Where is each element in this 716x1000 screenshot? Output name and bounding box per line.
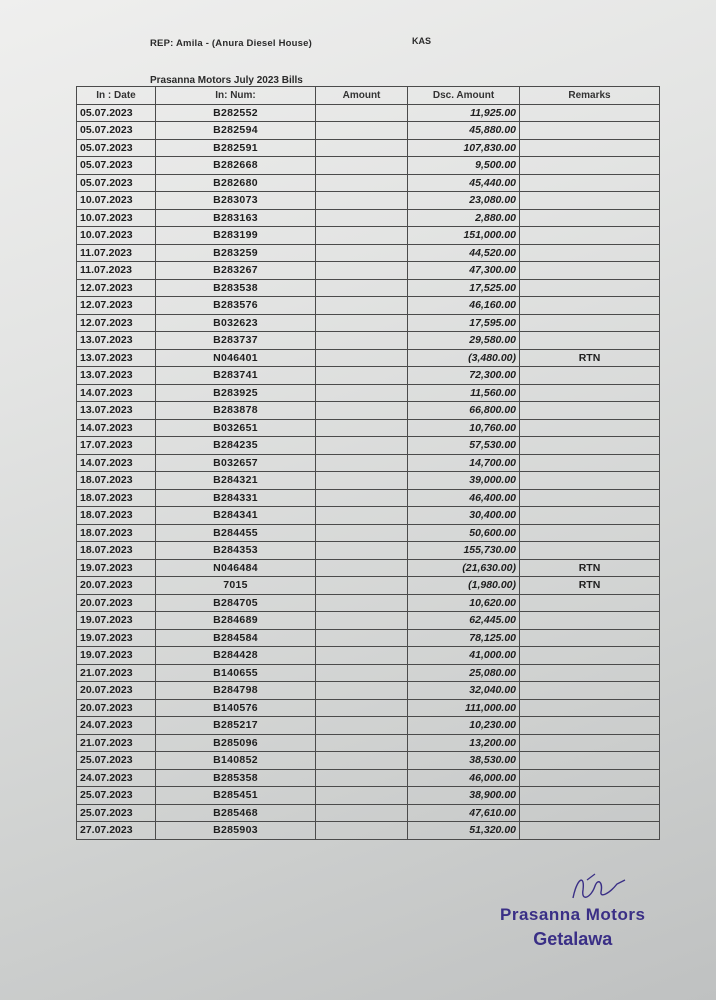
table-row — [77, 192, 660, 210]
cell-remarks — [520, 314, 660, 332]
cell-invoice-number: N046401 — [156, 349, 316, 367]
cell-remarks — [520, 262, 660, 280]
cell-discount-amount: 72,300.00 — [408, 367, 520, 385]
cell-discount-amount: 62,445.00 — [408, 612, 520, 630]
cell-amount — [316, 349, 408, 367]
cell-invoice-number: B284798 — [156, 682, 316, 700]
table-row — [77, 244, 660, 262]
cell-date: 25.07.2023 — [77, 804, 156, 822]
cell-amount — [316, 524, 408, 542]
cell-invoice-number: B282594 — [156, 122, 316, 140]
table-row — [77, 209, 660, 227]
cell-amount — [316, 717, 408, 735]
cell-amount — [316, 577, 408, 595]
cell-date: 10.07.2023 — [77, 192, 156, 210]
cell-amount — [316, 559, 408, 577]
cell-remarks — [520, 122, 660, 140]
cell-remarks — [520, 139, 660, 157]
cell-invoice-number: B140655 — [156, 664, 316, 682]
table-row — [77, 279, 660, 297]
cell-invoice-number: B283878 — [156, 402, 316, 420]
cell-amount — [316, 279, 408, 297]
cell-date: 12.07.2023 — [77, 297, 156, 315]
table-row — [77, 437, 660, 455]
cell-remarks — [520, 787, 660, 805]
table-row — [77, 647, 660, 665]
cell-invoice-number: B283073 — [156, 192, 316, 210]
cell-date: 14.07.2023 — [77, 454, 156, 472]
cell-invoice-number: N046484 — [156, 559, 316, 577]
cell-invoice-number: B032623 — [156, 314, 316, 332]
cell-date: 18.07.2023 — [77, 472, 156, 490]
table-row — [77, 682, 660, 700]
cell-amount — [316, 699, 408, 717]
table-row — [77, 524, 660, 542]
cell-remarks — [520, 454, 660, 472]
cell-remarks — [520, 384, 660, 402]
cell-amount — [316, 629, 408, 647]
cell-date: 20.07.2023 — [77, 699, 156, 717]
table-row — [77, 822, 660, 840]
cell-amount — [316, 384, 408, 402]
cell-invoice-number: B283199 — [156, 227, 316, 245]
cell-invoice-number: B284584 — [156, 629, 316, 647]
cell-amount — [316, 682, 408, 700]
cell-amount — [316, 734, 408, 752]
table-row — [77, 542, 660, 560]
cell-discount-amount: 50,600.00 — [408, 524, 520, 542]
cell-invoice-number: B285096 — [156, 734, 316, 752]
cell-remarks — [520, 822, 660, 840]
table-row — [77, 419, 660, 437]
cell-discount-amount: 78,125.00 — [408, 629, 520, 647]
cell-discount-amount: 11,925.00 — [408, 104, 520, 122]
cell-date: 20.07.2023 — [77, 682, 156, 700]
table-row — [77, 559, 660, 577]
cell-invoice-number: B284353 — [156, 542, 316, 560]
cell-discount-amount: 47,610.00 — [408, 804, 520, 822]
table-row — [77, 472, 660, 490]
table-row — [77, 629, 660, 647]
cell-remarks — [520, 244, 660, 262]
cell-invoice-number: B032651 — [156, 419, 316, 437]
cell-date: 14.07.2023 — [77, 384, 156, 402]
cell-remarks — [520, 157, 660, 175]
cell-invoice-number: B032657 — [156, 454, 316, 472]
cell-date: 17.07.2023 — [77, 437, 156, 455]
table-row — [77, 664, 660, 682]
table-row — [77, 139, 660, 157]
cell-remarks — [520, 437, 660, 455]
cell-amount — [316, 822, 408, 840]
cell-remarks — [520, 682, 660, 700]
cell-discount-amount: 57,530.00 — [408, 437, 520, 455]
cell-discount-amount: 9,500.00 — [408, 157, 520, 175]
cell-discount-amount: 66,800.00 — [408, 402, 520, 420]
cell-remarks — [520, 612, 660, 630]
cell-amount — [316, 402, 408, 420]
cell-invoice-number: B282668 — [156, 157, 316, 175]
cell-amount — [316, 227, 408, 245]
table-row — [77, 122, 660, 140]
cell-date: 21.07.2023 — [77, 734, 156, 752]
cell-amount — [316, 157, 408, 175]
cell-date: 05.07.2023 — [77, 174, 156, 192]
table-row — [77, 314, 660, 332]
cell-discount-amount: 46,160.00 — [408, 297, 520, 315]
cell-amount — [316, 437, 408, 455]
table-row — [77, 454, 660, 472]
cell-invoice-number: B140852 — [156, 752, 316, 770]
cell-invoice-number: B284689 — [156, 612, 316, 630]
company-stamp — [500, 905, 645, 950]
table-row — [77, 367, 660, 385]
cell-amount — [316, 542, 408, 560]
cell-amount — [316, 104, 408, 122]
header-date: In : Date — [77, 87, 156, 105]
cell-discount-amount: 46,000.00 — [408, 769, 520, 787]
cell-amount — [316, 507, 408, 525]
cell-remarks — [520, 174, 660, 192]
header-discount-amount: Dsc. Amount — [408, 87, 520, 105]
cell-discount-amount: 10,760.00 — [408, 419, 520, 437]
cell-discount-amount: 44,520.00 — [408, 244, 520, 262]
cell-discount-amount: (3,480.00) — [408, 349, 520, 367]
cell-remarks: RTN — [520, 559, 660, 577]
cell-remarks — [520, 297, 660, 315]
cell-date: 18.07.2023 — [77, 489, 156, 507]
cell-remarks — [520, 664, 660, 682]
cell-amount — [316, 419, 408, 437]
cell-invoice-number: B140576 — [156, 699, 316, 717]
cell-remarks — [520, 524, 660, 542]
cell-remarks — [520, 647, 660, 665]
cell-date: 18.07.2023 — [77, 507, 156, 525]
cell-invoice-number: B283741 — [156, 367, 316, 385]
cell-remarks — [520, 717, 660, 735]
cell-discount-amount: 107,830.00 — [408, 139, 520, 157]
cell-date: 05.07.2023 — [77, 157, 156, 175]
cell-remarks: RTN — [520, 349, 660, 367]
table-row — [77, 507, 660, 525]
cell-remarks — [520, 542, 660, 560]
cell-invoice-number: B284705 — [156, 594, 316, 612]
table-row — [77, 227, 660, 245]
header-invoice-number: In: Num: — [156, 87, 316, 105]
table-row — [77, 384, 660, 402]
cell-discount-amount: (1,980.00) — [408, 577, 520, 595]
cell-amount — [316, 209, 408, 227]
cell-amount — [316, 594, 408, 612]
bills-table — [76, 86, 660, 840]
cell-date: 13.07.2023 — [77, 367, 156, 385]
cell-amount — [316, 664, 408, 682]
cell-date: 10.07.2023 — [77, 209, 156, 227]
cell-remarks — [520, 402, 660, 420]
table-row — [77, 734, 660, 752]
cell-discount-amount: 32,040.00 — [408, 682, 520, 700]
cell-discount-amount: 39,000.00 — [408, 472, 520, 490]
cell-invoice-number: B283267 — [156, 262, 316, 280]
cell-invoice-number: B284428 — [156, 647, 316, 665]
table-row — [77, 717, 660, 735]
cell-invoice-number: B283737 — [156, 332, 316, 350]
cell-discount-amount: 23,080.00 — [408, 192, 520, 210]
cell-date: 10.07.2023 — [77, 227, 156, 245]
cell-discount-amount: 111,000.00 — [408, 699, 520, 717]
cell-amount — [316, 314, 408, 332]
table-row — [77, 332, 660, 350]
cell-discount-amount: 45,880.00 — [408, 122, 520, 140]
table-row — [77, 157, 660, 175]
cell-amount — [316, 787, 408, 805]
cell-invoice-number: B284331 — [156, 489, 316, 507]
cell-date: 11.07.2023 — [77, 262, 156, 280]
cell-amount — [316, 139, 408, 157]
header-remarks: Remarks — [520, 87, 660, 105]
cell-invoice-number: B283163 — [156, 209, 316, 227]
cell-date: 05.07.2023 — [77, 104, 156, 122]
cell-date: 25.07.2023 — [77, 752, 156, 770]
cell-discount-amount: 51,320.00 — [408, 822, 520, 840]
table-body — [77, 104, 660, 839]
cell-amount — [316, 122, 408, 140]
table-row — [77, 349, 660, 367]
table-row — [77, 787, 660, 805]
table-row — [77, 804, 660, 822]
cell-date: 20.07.2023 — [77, 594, 156, 612]
cell-date: 20.07.2023 — [77, 577, 156, 595]
cell-discount-amount: 2,880.00 — [408, 209, 520, 227]
cell-invoice-number: B284341 — [156, 507, 316, 525]
cell-remarks — [520, 332, 660, 350]
cell-discount-amount: 11,560.00 — [408, 384, 520, 402]
cell-date: 13.07.2023 — [77, 402, 156, 420]
cell-discount-amount: 29,580.00 — [408, 332, 520, 350]
cell-remarks — [520, 279, 660, 297]
cell-invoice-number: B282680 — [156, 174, 316, 192]
rep-line: REP: Amila - (Anura Diesel House) — [150, 38, 312, 49]
cell-discount-amount: 13,200.00 — [408, 734, 520, 752]
kas-code: KAS — [412, 36, 432, 46]
stamp-company-name: Prasanna Motors — [500, 905, 646, 924]
cell-discount-amount: 38,900.00 — [408, 787, 520, 805]
stamp-location: Getalawa — [533, 929, 613, 949]
cell-invoice-number: B285468 — [156, 804, 316, 822]
cell-invoice-number: B284321 — [156, 472, 316, 490]
cell-date: 19.07.2023 — [77, 559, 156, 577]
cell-amount — [316, 769, 408, 787]
cell-discount-amount: 30,400.00 — [408, 507, 520, 525]
header-amount: Amount — [316, 87, 408, 105]
cell-invoice-number: B284455 — [156, 524, 316, 542]
cell-invoice-number: B285358 — [156, 769, 316, 787]
cell-remarks — [520, 192, 660, 210]
cell-discount-amount: 46,400.00 — [408, 489, 520, 507]
cell-invoice-number: B283576 — [156, 297, 316, 315]
cell-remarks — [520, 419, 660, 437]
signature-scribble — [565, 868, 635, 908]
cell-discount-amount: 25,080.00 — [408, 664, 520, 682]
cell-remarks — [520, 734, 660, 752]
cell-discount-amount: (21,630.00) — [408, 559, 520, 577]
cell-invoice-number: B283925 — [156, 384, 316, 402]
cell-date: 19.07.2023 — [77, 629, 156, 647]
cell-date: 19.07.2023 — [77, 612, 156, 630]
cell-amount — [316, 297, 408, 315]
cell-amount — [316, 367, 408, 385]
cell-amount — [316, 262, 408, 280]
table-row — [77, 489, 660, 507]
cell-invoice-number: B282552 — [156, 104, 316, 122]
cell-date: 25.07.2023 — [77, 787, 156, 805]
cell-invoice-number: B285903 — [156, 822, 316, 840]
table-row — [77, 174, 660, 192]
cell-discount-amount: 151,000.00 — [408, 227, 520, 245]
cell-date: 05.07.2023 — [77, 139, 156, 157]
cell-invoice-number: B283259 — [156, 244, 316, 262]
cell-discount-amount: 155,730.00 — [408, 542, 520, 560]
cell-discount-amount: 38,530.00 — [408, 752, 520, 770]
cell-discount-amount: 14,700.00 — [408, 454, 520, 472]
cell-invoice-number: B282591 — [156, 139, 316, 157]
cell-discount-amount: 10,620.00 — [408, 594, 520, 612]
cell-invoice-number: 7015 — [156, 577, 316, 595]
table-row — [77, 752, 660, 770]
table-row — [77, 769, 660, 787]
cell-amount — [316, 612, 408, 630]
table-row — [77, 699, 660, 717]
table-header-row — [77, 87, 660, 105]
table-row — [77, 402, 660, 420]
cell-date: 24.07.2023 — [77, 717, 156, 735]
table-row — [77, 104, 660, 122]
cell-remarks — [520, 472, 660, 490]
cell-date: 12.07.2023 — [77, 314, 156, 332]
table-row — [77, 577, 660, 595]
cell-discount-amount: 10,230.00 — [408, 717, 520, 735]
cell-remarks — [520, 699, 660, 717]
cell-remarks — [520, 227, 660, 245]
cell-amount — [316, 454, 408, 472]
cell-amount — [316, 174, 408, 192]
cell-invoice-number: B284235 — [156, 437, 316, 455]
cell-amount — [316, 647, 408, 665]
cell-amount — [316, 472, 408, 490]
cell-date: 24.07.2023 — [77, 769, 156, 787]
cell-remarks — [520, 104, 660, 122]
cell-date: 05.07.2023 — [77, 122, 156, 140]
table-row — [77, 594, 660, 612]
cell-remarks — [520, 629, 660, 647]
cell-date: 11.07.2023 — [77, 244, 156, 262]
cell-remarks — [520, 594, 660, 612]
cell-discount-amount: 41,000.00 — [408, 647, 520, 665]
cell-date: 18.07.2023 — [77, 524, 156, 542]
cell-amount — [316, 804, 408, 822]
cell-amount — [316, 332, 408, 350]
table-row — [77, 297, 660, 315]
cell-invoice-number: B285451 — [156, 787, 316, 805]
cell-amount — [316, 752, 408, 770]
cell-remarks — [520, 507, 660, 525]
cell-remarks — [520, 489, 660, 507]
cell-discount-amount: 17,595.00 — [408, 314, 520, 332]
table-row — [77, 262, 660, 280]
cell-remarks — [520, 367, 660, 385]
cell-remarks — [520, 752, 660, 770]
cell-discount-amount: 47,300.00 — [408, 262, 520, 280]
cell-remarks — [520, 804, 660, 822]
cell-date: 27.07.2023 — [77, 822, 156, 840]
cell-amount — [316, 192, 408, 210]
cell-discount-amount: 45,440.00 — [408, 174, 520, 192]
cell-date: 12.07.2023 — [77, 279, 156, 297]
cell-date: 18.07.2023 — [77, 542, 156, 560]
bills-title: Prasanna Motors July 2023 Bills — [150, 75, 303, 86]
cell-amount — [316, 244, 408, 262]
cell-amount — [316, 489, 408, 507]
cell-date: 19.07.2023 — [77, 647, 156, 665]
cell-date: 13.07.2023 — [77, 332, 156, 350]
cell-date: 14.07.2023 — [77, 419, 156, 437]
table-row — [77, 612, 660, 630]
cell-invoice-number: B285217 — [156, 717, 316, 735]
cell-remarks: RTN — [520, 577, 660, 595]
cell-remarks — [520, 769, 660, 787]
cell-remarks — [520, 209, 660, 227]
cell-invoice-number: B283538 — [156, 279, 316, 297]
cell-date: 21.07.2023 — [77, 664, 156, 682]
cell-date: 13.07.2023 — [77, 349, 156, 367]
cell-discount-amount: 17,525.00 — [408, 279, 520, 297]
